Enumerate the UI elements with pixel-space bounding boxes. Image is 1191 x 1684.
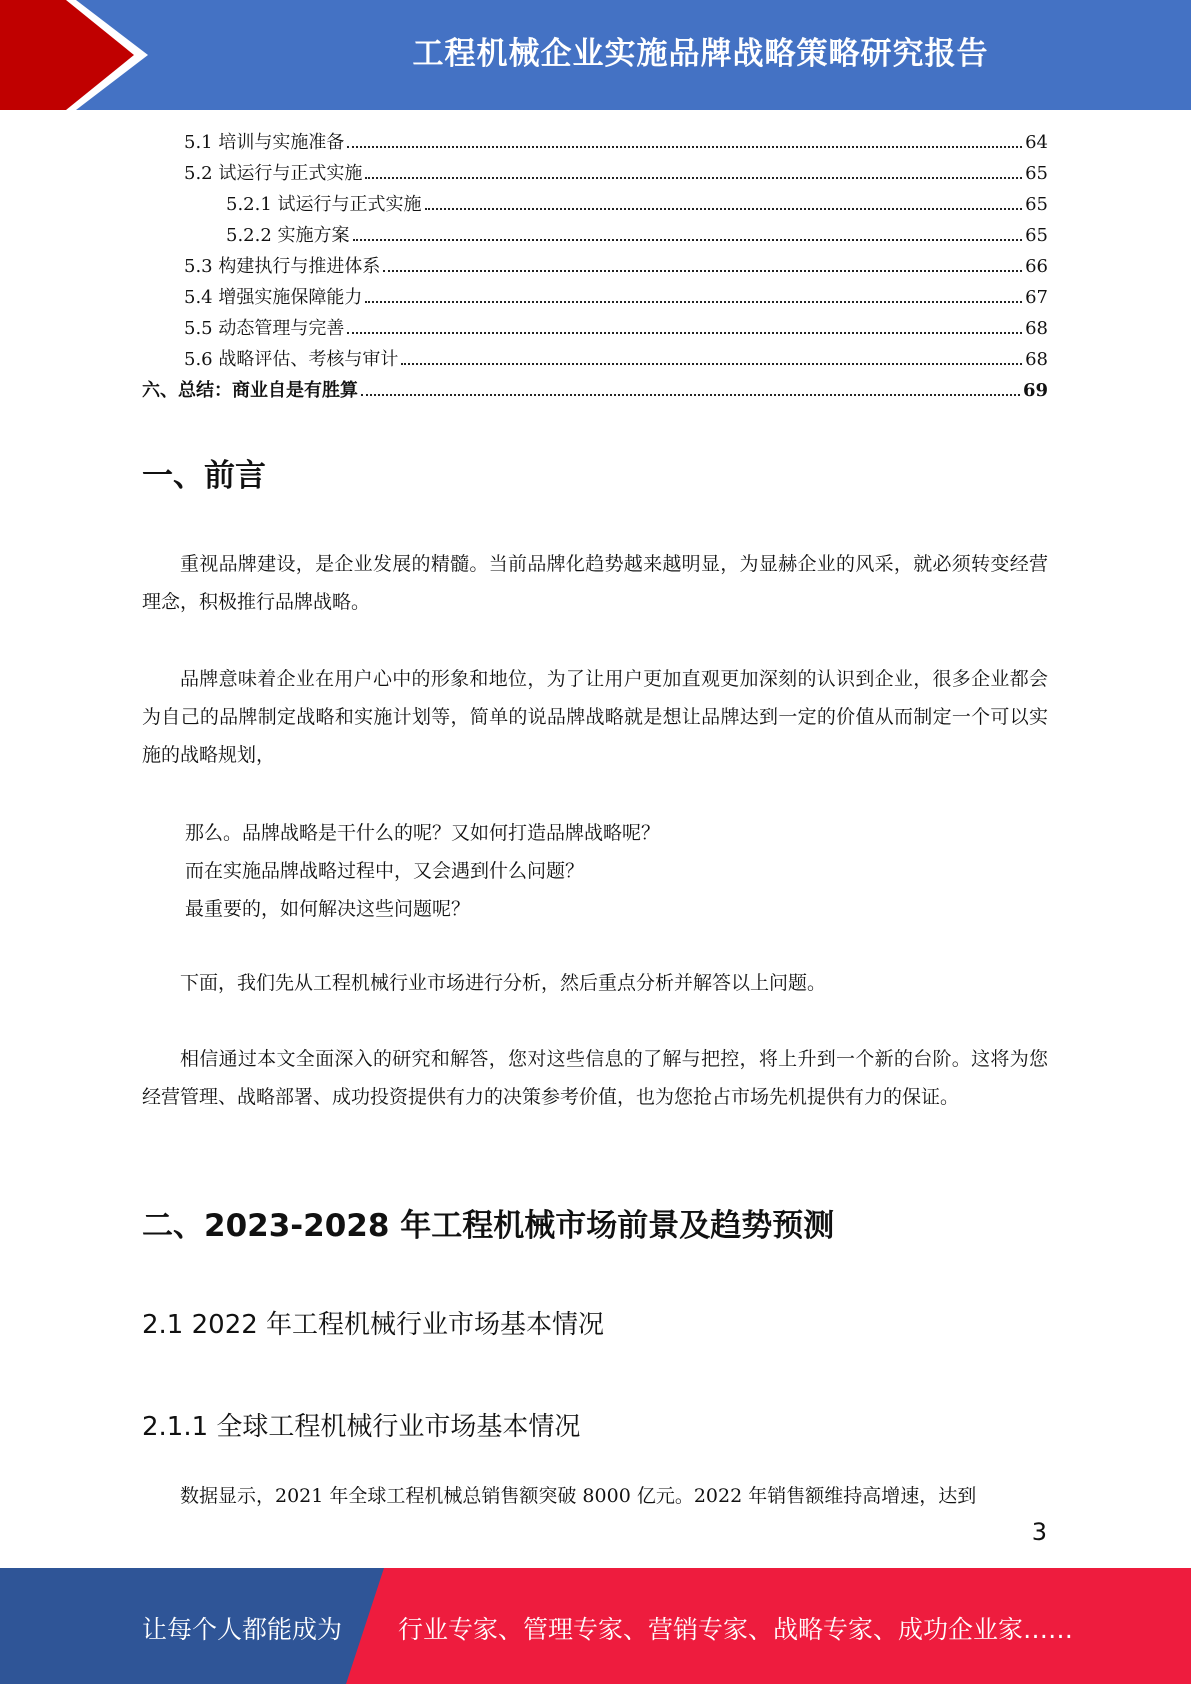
toc-entry-page: 65 bbox=[1025, 225, 1048, 246]
toc-entry-label: 5.2 试运行与正式实施 bbox=[184, 163, 363, 184]
toc-entry[interactable] bbox=[142, 376, 1048, 407]
subsubsection-heading: 2.1.1 全球工程机械行业市场基本情况 bbox=[142, 1412, 581, 1442]
toc-entry[interactable] bbox=[142, 252, 1048, 283]
subsection-heading: 2.1 2022 年工程机械行业市场基本情况 bbox=[142, 1310, 605, 1340]
toc-entry-label: 5.6 战略评估、考核与审计 bbox=[184, 349, 399, 370]
toc-entry-page: 65 bbox=[1025, 194, 1048, 215]
toc-entry[interactable] bbox=[142, 190, 1048, 221]
toc-entry-label: 5.2.2 实施方案 bbox=[226, 225, 350, 246]
toc-entry[interactable] bbox=[142, 128, 1048, 159]
paragraph: 重视品牌建设，是企业发展的精髓。当前品牌化趋势越来越明显，为显赫企业的风采，就必须转变经营理念，积极推行品牌战略。 bbox=[142, 553, 1048, 613]
toc-entry[interactable] bbox=[142, 221, 1048, 252]
paragraph: 数据显示，2021 年全球工程机械总销售额突破 8000 亿元。2022 年销售额维持高增速，达到 bbox=[180, 1485, 977, 1507]
toc-entry[interactable] bbox=[142, 159, 1048, 190]
toc-entry-page: 68 bbox=[1025, 349, 1048, 370]
toc-entry-page: 65 bbox=[1025, 163, 1048, 184]
toc-leader-dots bbox=[347, 332, 1022, 334]
toc-leader-dots bbox=[401, 363, 1022, 365]
toc-entry-label: 5.5 动态管理与完善 bbox=[184, 318, 345, 339]
question-line: 最重要的，如何解决这些问题呢？ bbox=[185, 898, 471, 920]
toc-leader-dots bbox=[361, 394, 1020, 396]
toc-entry-label: 5.2.1 试运行与正式实施 bbox=[226, 194, 422, 215]
toc-entry[interactable] bbox=[142, 283, 1048, 314]
footer-slogan-right: 行业专家、管理专家、营销专家、战略专家、成功企业家…… bbox=[398, 1615, 1074, 1644]
toc-entry-page: 69 bbox=[1022, 380, 1048, 401]
toc-entry-page: 68 bbox=[1025, 318, 1048, 339]
toc-leader-dots bbox=[383, 270, 1022, 272]
toc-entry-page: 64 bbox=[1025, 132, 1048, 153]
table-of-contents bbox=[142, 128, 1048, 407]
section-heading-market: 二、2023-2028 年工程机械市场前景及趋势预测 bbox=[142, 1208, 835, 1244]
toc-leader-dots bbox=[347, 146, 1022, 148]
toc-entry-label: 5.3 构建执行与推进体系 bbox=[184, 256, 381, 277]
footer-slogan-left: 让每个人都能成为 bbox=[142, 1615, 343, 1644]
paragraph: 相信通过本文全面深入的研究和解答，您对这些信息的了解与把控，将上升到一个新的台阶。这将为您经营管理、战略部署、成功投资提供有力的决策参考价值，也为您抢占市场先机提供有力的保证。 bbox=[142, 1048, 1048, 1108]
document-title: 工程机械企业实施品牌战略策略研究报告 bbox=[412, 36, 989, 72]
toc-entry-label: 5.1 培训与实施准备 bbox=[184, 132, 345, 153]
page-header bbox=[0, 0, 1191, 110]
question-line: 那么。品牌战略是干什么的呢？又如何打造品牌战略呢？ bbox=[185, 822, 661, 844]
toc-entry-page: 66 bbox=[1025, 256, 1048, 277]
page-footer bbox=[0, 1568, 1191, 1684]
paragraph: 品牌意味着企业在用户心中的形象和地位，为了让用户更加直观更加深刻的认识到企业，很多企业都会为自己的品牌制定战略和实施计划等，简单的说品牌战略就是想让品牌达到一定的价值从而制定一个可以实施的战略规划， bbox=[142, 668, 1048, 766]
toc-entry-page: 67 bbox=[1025, 287, 1048, 308]
toc-entry[interactable] bbox=[142, 345, 1048, 376]
toc-entry-label: 5.4 增强实施保障能力 bbox=[184, 287, 363, 308]
question-line: 而在实施品牌战略过程中，又会遇到什么问题？ bbox=[185, 860, 585, 882]
toc-leader-dots bbox=[353, 239, 1023, 241]
toc-entry[interactable] bbox=[142, 314, 1048, 345]
toc-entry-label: 六、总结：商业自是有胜算 bbox=[142, 380, 358, 401]
paragraph: 下面，我们先从工程机械行业市场进行分析，然后重点分析并解答以上问题。 bbox=[180, 972, 827, 994]
toc-leader-dots bbox=[365, 301, 1022, 303]
toc-leader-dots bbox=[365, 177, 1022, 179]
page-number: 3 bbox=[1031, 1518, 1047, 1546]
section-heading-preface: 一、前言 bbox=[142, 458, 266, 494]
toc-leader-dots bbox=[425, 208, 1023, 210]
